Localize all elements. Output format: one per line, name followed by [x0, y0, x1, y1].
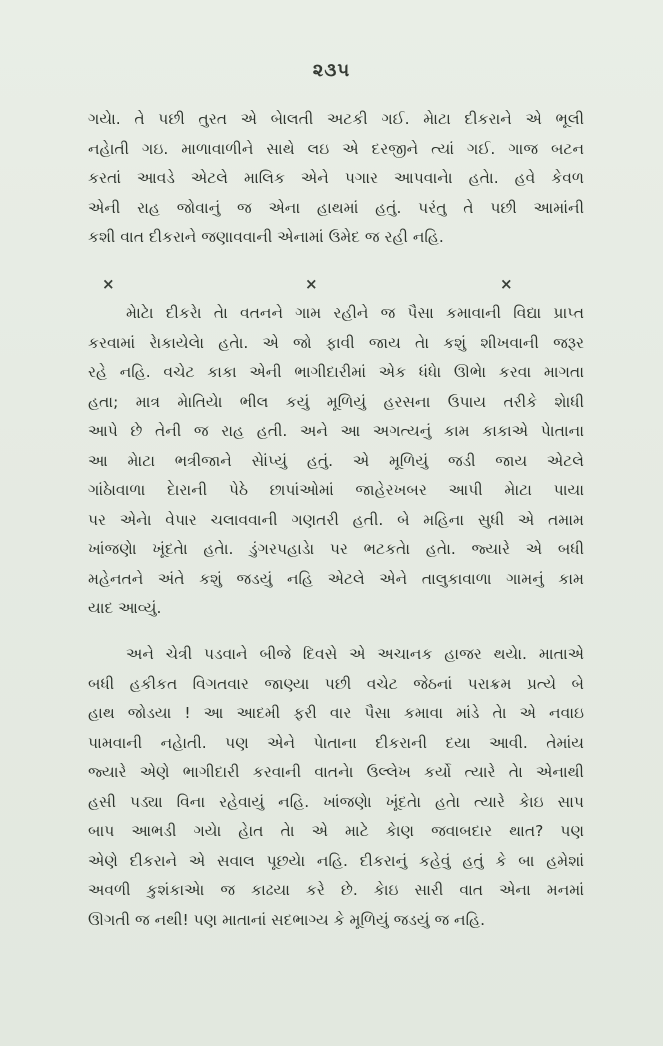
- text-line: બાપ આભડી ગયેા હેાત તેા એ માટે કેાણ જવાબદાર થાત? પણ: [88, 822, 584, 840]
- text-line: મેાટેા દીકરેા તેા વતનને ગામ રહીને જ પૈસા કમાવાની વિદ્યા પ્રાપ્ત: [126, 304, 584, 322]
- text-line: આપે છે તેની જ રાહ હતી. અને આ અગત્યનું કામ કાકાએ પેાતાના: [88, 422, 584, 440]
- page-number: ૨૩૫: [312, 60, 351, 81]
- separator-cross: ×: [500, 275, 513, 293]
- text-line: ઊગતી જ નથી! પણ માતાનાં સદભાગ્ય કે મૂળિયું જડયું જ નહિ.: [88, 910, 486, 929]
- text-line: ગાંઠેાવાળા દેારાની પેઠે છાપાંઓમાં જાહેરખબર આપી મેાટા પાયા: [88, 481, 584, 499]
- text-line: બધી હકીકત વિગતવાર જાણ્યા પછી વચેટ જેઠનાં પરાક્રમ પ્રત્યે બે: [88, 674, 584, 693]
- paragraph-2: [88, 299, 584, 624]
- paragraph-1: [88, 105, 584, 253]
- text-line: જ્યારે એણે ભાગીદારી કરવાની વાતનેા ઉલ્લેખ કર્યો ત્યારે તેા એનાથી: [88, 763, 584, 781]
- text-line: અને ચેત્રી પડવાને બીજે દિવસે એ અચાનક હાજર થયેા. માતાએ: [126, 645, 584, 663]
- text-line: ખાંજણેા ખૂંદતેા હતેા. ડુંગરપહાડેા પર ભટકતેા હતેા. જ્યારે એ બધી: [88, 540, 584, 558]
- text-line: કશી વાત દીકરાને જણાવવાની એનામાં ઉમેદ જ રહી નહિ.: [88, 228, 444, 246]
- text-line: રહે નહિ. વચેટ કાકા એની ભાગીદારીમાં એક ધંધેા ઊભેા કરવા માગતા: [88, 363, 584, 381]
- separator-cross: ×: [305, 275, 318, 293]
- text-line: કરતાં આવડે એટલે માલિક એને પગાર આપવાનેા હતેા. હવે કેવળ: [88, 169, 584, 187]
- text-line: એણે દીકરાને એ સવાલ પૂછયેા નહિ. દીકરાનું કહેવું હતું કે બા હમેશાં: [88, 851, 584, 870]
- section-separator: [0, 275, 663, 297]
- text-line: યાદ આવ્યું.: [88, 599, 162, 617]
- text-line: એની રાહ જોવાનું જ એના હાથમાં હતું. પરંતુ તે પછી આમાંની: [88, 198, 584, 217]
- text-line: પર એનેા વેપાર ચલાવવાની ગણતરી હતી. બે મહિના સુધી એ તમામ: [88, 510, 584, 529]
- separator-cross: ×: [102, 275, 115, 293]
- text-line: પામવાની નહેાતી. પણ એને પેાતાના દીકરાની દયા આવી. તેમાંય: [88, 733, 584, 752]
- text-line: કરવામાં રેાકાયેલેા હતેા. એ જો ફાવી જાય તેા કશું શીખવાની જરૂર: [88, 333, 584, 352]
- text-line: હાથ જોડયા ! આ આદમી ફરી વાર પૈસા કમાવા માંડે તેા એ નવાઇ: [88, 704, 584, 722]
- text-line: નહેાતી ગઇ. માળાવાળીને સાથે લઇ એ દરજીને ત્યાં ગઈ. ગાજ બટન: [88, 139, 584, 158]
- text-line: ગયેા. તે પછી તુરત એ બેાલતી અટકી ગઈ. મેાટા દીકરાને એ ભૂલી: [88, 110, 584, 128]
- text-line: હતા; માત્ર મેાતિયેા ભીલ કયું મૂળિયું હરસના ઉપાય તરીકે શેાધી: [88, 392, 584, 411]
- text-line: મહેનતને અંતે કશું જડયું નહિ એટલે એને તાલુકાવાળા ગામનું કામ: [88, 569, 584, 588]
- text-line: અવળી કુશંકાએા જ કાઢયા કરે છે. કેાઇ સારી વાત એના મનમાં: [88, 881, 584, 899]
- text-line: હસી પડ્યા વિના રહેવાયું નહિ. ખાંજણેા ખૂંદતેા હતેા ત્યારે કેાઇ સાપ: [88, 792, 584, 811]
- paragraph-3: [88, 640, 584, 935]
- text-line: આ મેાટા ભત્રીજાને સેાંપ્યું હતું. એ મૂળિયું જડી જાય એટલે: [88, 451, 584, 470]
